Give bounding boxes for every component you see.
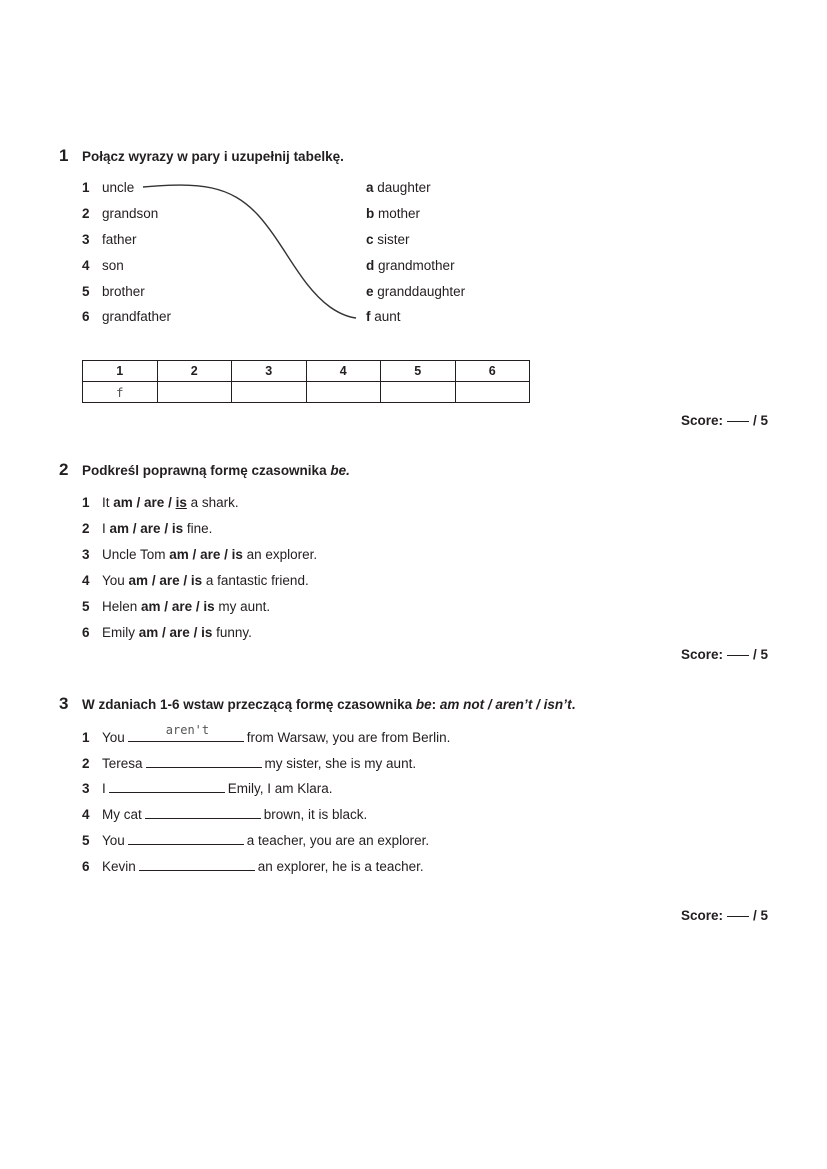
table-answer-cell[interactable] — [455, 382, 530, 403]
right-item-a: a daughter — [366, 180, 431, 195]
answer-blank[interactable] — [146, 755, 262, 768]
ex2-item-3: 3 Uncle Tom am / are / is an explorer. — [82, 547, 318, 562]
table-answer-cell[interactable] — [381, 382, 456, 403]
left-item-6: 6 grandfather — [82, 309, 172, 324]
ex2-item-6: 6 Emily am / are / is funny. — [82, 625, 252, 640]
exercise-2-instruction: Podkreśl poprawną formę czasownika be. — [82, 463, 350, 478]
table-header-cell: 6 — [455, 361, 530, 382]
handwritten-answer: aren't — [165, 723, 210, 737]
answer-blank[interactable] — [139, 858, 255, 871]
table-header-cell: 4 — [306, 361, 381, 382]
table-header-cell: 1 — [83, 361, 158, 382]
answer-blank[interactable] — [128, 723, 244, 742]
matching-line — [0, 0, 827, 400]
answer-table — [82, 360, 530, 403]
exercise-1-instruction: Połącz wyrazy w pary i uzupełnij tabelkę. — [82, 149, 344, 164]
answer-blank[interactable] — [109, 780, 225, 793]
table-header-cell: 3 — [232, 361, 307, 382]
left-item-5: 5 brother — [82, 284, 145, 299]
exercise-3-instruction: W zdaniach 1-6 wstaw przeczącą formę czasownika be: am not / aren’t / isn’t. — [82, 697, 576, 712]
ex3-item-4: 4 My cat brown, it is black. — [82, 807, 368, 822]
ex3-item-6: 6 Kevin an explorer, he is a teacher. — [82, 859, 424, 874]
score-1: Score: / 5 — [680, 413, 768, 428]
underlined-answer: is — [175, 495, 187, 510]
ex2-item-2: 2 I am / are / is fine. — [82, 521, 213, 536]
score-3: Score: / 5 — [680, 908, 768, 923]
ex2-item-4: 4 You am / are / is a fantastic friend. — [82, 573, 309, 588]
ex3-item-1: 1 You aren't from Warsaw, you are from Berlin. — [82, 723, 451, 745]
score-2: Score: / 5 — [680, 647, 768, 662]
ex2-item-1: 1 It am / are / is a shark. — [82, 495, 239, 510]
right-item-d: d grandmother — [366, 258, 455, 273]
table-answer-cell[interactable] — [157, 382, 232, 403]
right-item-b: b mother — [366, 206, 421, 221]
left-item-2: 2 grandson — [82, 206, 159, 221]
ex3-item-2: 2 Teresa my sister, she is my aunt. — [82, 756, 417, 771]
left-item-3: 3 father — [82, 232, 137, 247]
ex3-item-3: 3 I Emily, I am Klara. — [82, 781, 333, 796]
exercise-3-number: 3 — [59, 694, 69, 713]
table-answer-cell[interactable] — [232, 382, 307, 403]
answer-blank[interactable] — [128, 832, 244, 845]
right-item-e: e granddaughter — [366, 284, 466, 299]
table-answer-cell[interactable]: f — [83, 382, 158, 403]
left-item-4: 4 son — [82, 258, 124, 273]
left-item-1: 1 uncle — [82, 180, 135, 195]
exercise-2-number: 2 — [59, 460, 69, 479]
answer-blank[interactable] — [145, 806, 261, 819]
right-item-f: f aunt — [366, 309, 401, 324]
ex2-item-5: 5 Helen am / are / is my aunt. — [82, 599, 271, 614]
ex3-item-5: 5 You a teacher, you are an explorer. — [82, 833, 430, 848]
table-header-cell: 5 — [381, 361, 456, 382]
table-header-cell: 2 — [157, 361, 232, 382]
table-answer-cell[interactable] — [306, 382, 381, 403]
right-item-c: c sister — [366, 232, 410, 247]
exercise-1-number: 1 — [59, 146, 69, 165]
